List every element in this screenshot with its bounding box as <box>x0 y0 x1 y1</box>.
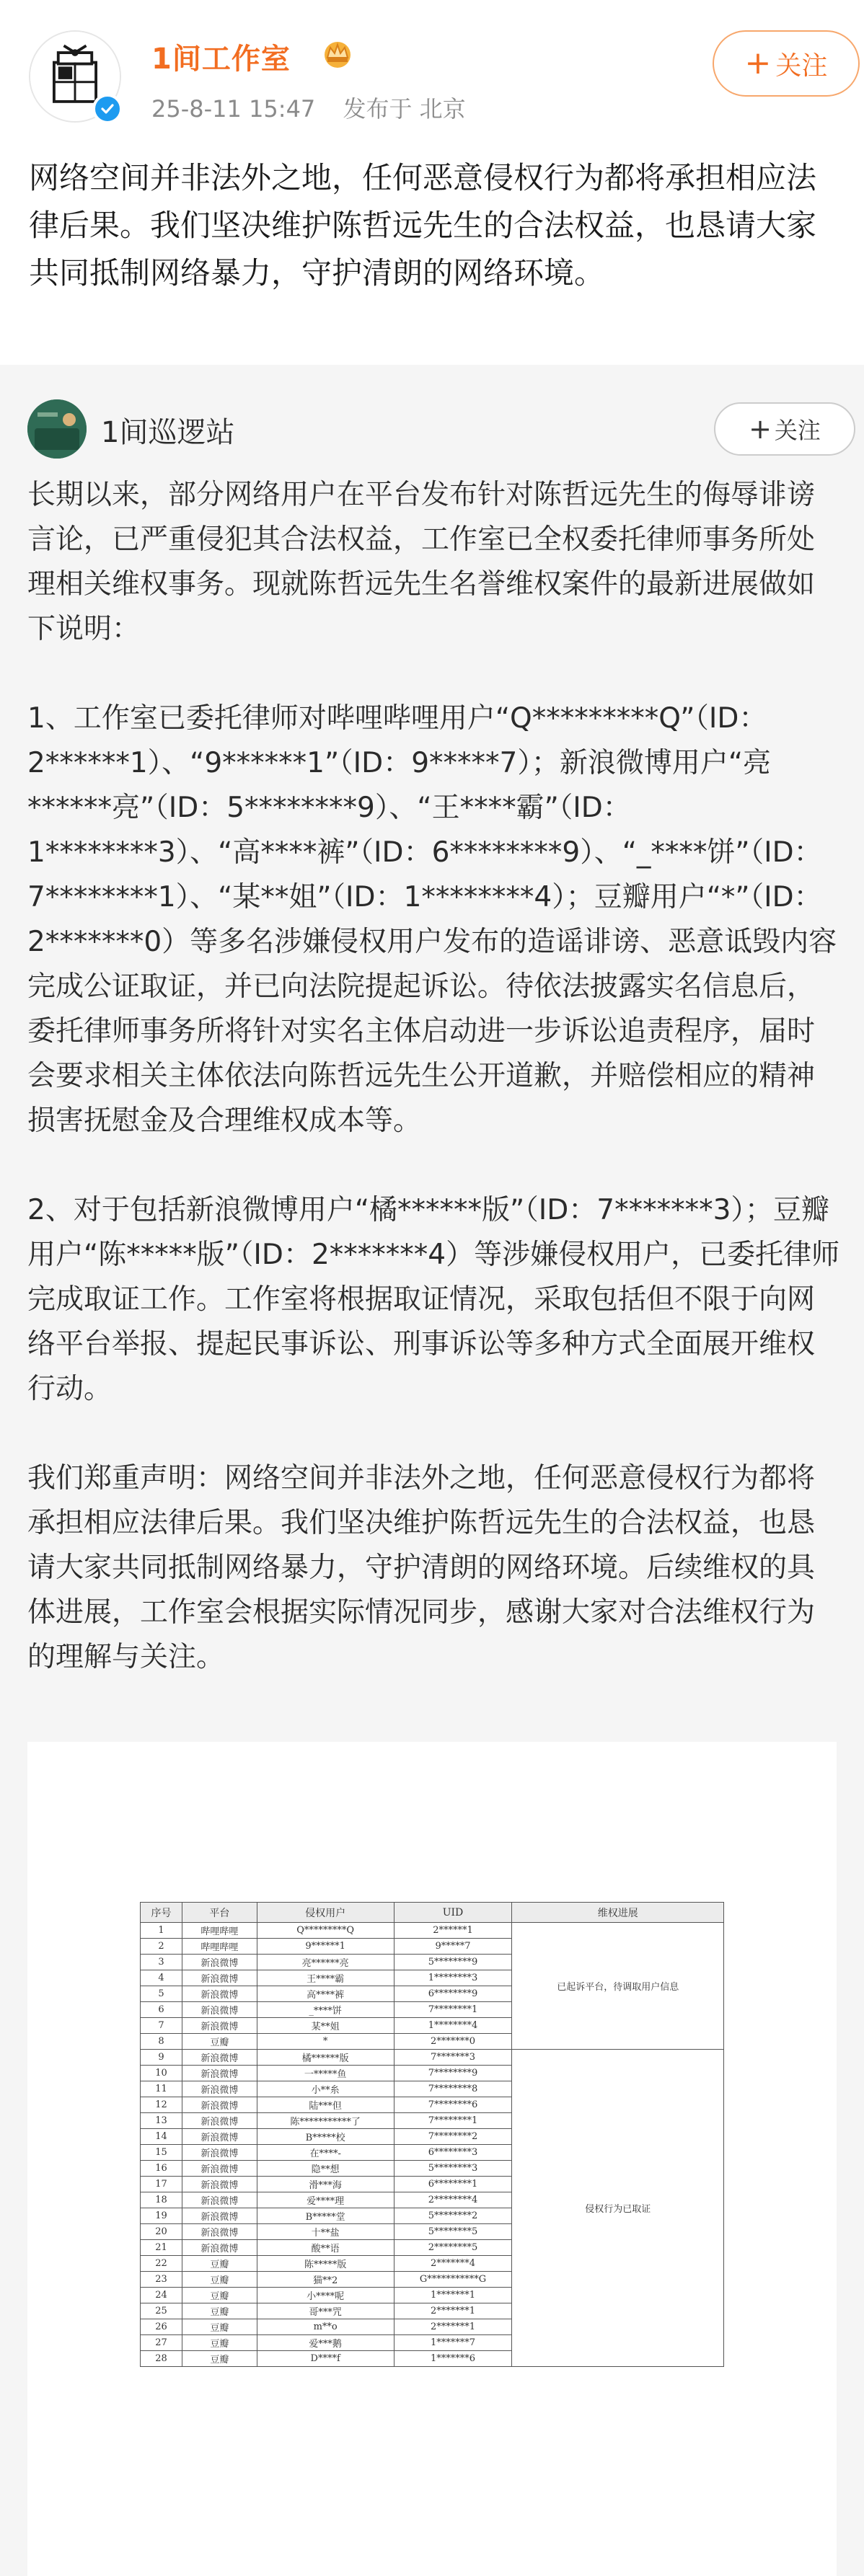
table-cell: 某**姐 <box>257 2018 394 2034</box>
table-cell: Q*********Q <box>257 1923 394 1939</box>
table-cell: 2******1 <box>394 1923 512 1939</box>
table-cell: G***********G <box>394 2272 512 2288</box>
table-header-cell: 序号 <box>141 1903 182 1923</box>
table-cell: 10 <box>141 2066 182 2081</box>
post-body: 网络空间并非法外之地，任何恶意侵权行为都将承担相应法律后果。我们坚决维护陈哲远先生的合法权益，也恳请大家共同抵制网络暴力，守护清朗的网络环境。 <box>29 160 817 291</box>
repost-paragraph: 2、对于包括新浪微博用户“橘******版”（ID：7*******3）；豆瓣用户“陈*****版”（ID：2*******4）等涉嫌侵权用户，已委托律师完成取证工作。工作室将根据取证情况，采取包括但不限于向网络平台举报、提起民事诉讼、刑事诉讼等多种方式全面展开维权行动。 <box>27 1194 840 1405</box>
table-cell: 1********3 <box>394 1970 512 1986</box>
table-cell: 9*****7 <box>394 1939 512 1955</box>
rights-protection-table <box>140 1902 724 2367</box>
table-body <box>141 1923 724 2367</box>
repost-follow-button[interactable] <box>714 402 855 456</box>
table-cell: D****f <box>257 2351 394 2367</box>
table-cell: 新浪微博 <box>182 2161 257 2177</box>
table-cell: 5********3 <box>394 2161 512 2177</box>
table-cell: 1*******7 <box>394 2335 512 2351</box>
table-cell: 6********3 <box>394 2145 512 2161</box>
status-cell: 侵权行为已取证 <box>512 2050 724 2367</box>
table-cell: 爱****理 <box>257 2192 394 2208</box>
table-cell: 在****- <box>257 2145 394 2161</box>
table-cell: 新浪微博 <box>182 2002 257 2018</box>
table-cell: 十**盐 <box>257 2224 394 2240</box>
table-cell: 陈*****版 <box>257 2256 394 2272</box>
table-cell: 2********4 <box>394 2192 512 2208</box>
table-cell: 7********8 <box>394 2081 512 2097</box>
table-cell: 7********6 <box>394 2097 512 2113</box>
table-cell: 新浪微博 <box>182 2113 257 2129</box>
table-cell: 哥***咒 <box>257 2303 394 2319</box>
table-cell: * <box>257 2034 394 2050</box>
table-cell: B*****校 <box>257 2129 394 2145</box>
table-cell: 9 <box>141 2050 182 2066</box>
table-cell: 7*******3 <box>394 2050 512 2066</box>
table-cell: 新浪微博 <box>182 1955 257 1970</box>
table-cell: 新浪微博 <box>182 2192 257 2208</box>
table-cell: 豆瓣 <box>182 2288 257 2303</box>
post-author-name[interactable]: 1间工作室 <box>151 43 291 76</box>
table-cell: 7********1 <box>394 2002 512 2018</box>
table-cell: 16 <box>141 2161 182 2177</box>
table-cell: 7********2 <box>394 2129 512 2145</box>
table-cell: 17 <box>141 2177 182 2192</box>
table-cell: 1*******1 <box>394 2288 512 2303</box>
table-cell: 19 <box>141 2208 182 2224</box>
repost-paragraph: 我们郑重声明：网络空间并非法外之地，任何恶意侵权行为都将承担相应法律后果。我们坚决维护陈哲远先生的合法权益，也恳请大家共同抵制网络暴力，守护清朗的网络环境。后续维权的具体进展，工作室会根据实际情况同步，感谢大家对合法维权行为的理解与关注。 <box>27 1462 816 1673</box>
table-cell: 一*****鱼 <box>257 2066 394 2081</box>
table-cell: 3 <box>141 1955 182 1970</box>
table-cell: 12 <box>141 2097 182 2113</box>
table-cell: 豆瓣 <box>182 2351 257 2367</box>
table-cell: 2*******0 <box>394 2034 512 2050</box>
table-cell: 7********1 <box>394 2113 512 2129</box>
table-cell: 2*******4 <box>394 2256 512 2272</box>
table-cell: 爱***鹅 <box>257 2335 394 2351</box>
table-cell: 27 <box>141 2335 182 2351</box>
table-cell: 豆瓣 <box>182 2034 257 2050</box>
follow-label: 关注 <box>775 50 828 81</box>
post-timestamp: 25-8-11 15:47 <box>151 95 316 123</box>
table-cell: 新浪微博 <box>182 2224 257 2240</box>
table-cell: 陈***********了 <box>257 2113 394 2129</box>
table-cell: 哔哩哔哩 <box>182 1939 257 1955</box>
table-cell: 新浪微博 <box>182 2050 257 2066</box>
table-header-row <box>141 1903 724 1923</box>
table-cell: 25 <box>141 2303 182 2319</box>
table-cell: 滑***海 <box>257 2177 394 2192</box>
table-cell: 新浪微博 <box>182 2240 257 2256</box>
table-cell: 8 <box>141 2034 182 2050</box>
table-cell: m**o <box>257 2319 394 2335</box>
table-cell: 7********9 <box>394 2066 512 2081</box>
table-cell: B*****堂 <box>257 2208 394 2224</box>
table-cell: 24 <box>141 2288 182 2303</box>
plus-icon: + <box>744 45 772 81</box>
table-cell: 陆***但 <box>257 2097 394 2113</box>
repost-author-avatar[interactable] <box>27 399 87 459</box>
table-cell: 新浪微博 <box>182 1986 257 2002</box>
table-row <box>141 1923 724 1939</box>
table-cell: 豆瓣 <box>182 2272 257 2288</box>
table-cell: 11 <box>141 2081 182 2097</box>
table-cell: 豆瓣 <box>182 2256 257 2272</box>
repost-author-name[interactable]: 1间巡逻站 <box>101 416 235 449</box>
table-header-cell: 平台 <box>182 1903 257 1923</box>
verified-badge-icon <box>92 94 123 124</box>
repost-avatar-icon <box>27 399 87 459</box>
table-cell: 9******1 <box>257 1939 394 1955</box>
repost-paragraph: 1、工作室已委托律师对哔哩哔哩用户“Q*********Q”（ID：2******1）、“9******1”（ID：9*****7）；新浪微博用户“亮******亮”（ID：5********9）、“王****霸”（ID：1********3）、“高****裤”（ID：6********9）、“_****饼”（ID：7********1）、“某**姐”（ID：1********4）；豆瓣用户“*”（ID：2*******0）等多名涉嫌侵权用户发布的造谣诽谤、恶意诋毁内容完成公证取证，并已向法院提起诉讼。待依法披露实名信息后，委托律师事务所将针对实名主体启动进一步诉讼追责程序，届时会要求相关主体依法向陈哲远先生公开道歉，并赔偿相应的精神损害抚慰金及合理维权成本等。 <box>27 702 837 1137</box>
table-cell: 22 <box>141 2256 182 2272</box>
table-cell: 5 <box>141 1986 182 2002</box>
vip-crown-icon <box>317 37 358 69</box>
reposted-content[interactable] <box>0 365 864 2576</box>
table-cell: 13 <box>141 2113 182 2129</box>
table-cell: 7 <box>141 2018 182 2034</box>
table-cell: 5********9 <box>394 1955 512 1970</box>
table-cell: 5********5 <box>394 2224 512 2240</box>
post-header <box>0 0 864 144</box>
table-cell: 6********1 <box>394 2177 512 2192</box>
table-header-cell: UID <box>394 1903 512 1923</box>
table-cell: 6 <box>141 2002 182 2018</box>
table-cell: 26 <box>141 2319 182 2335</box>
table-cell: 14 <box>141 2129 182 2145</box>
table-cell: 新浪微博 <box>182 2129 257 2145</box>
table-cell: 小**糸 <box>257 2081 394 2097</box>
table-cell: 豆瓣 <box>182 2335 257 2351</box>
table-cell: 1*******6 <box>394 2351 512 2367</box>
table-cell: 豆瓣 <box>182 2319 257 2335</box>
table-row <box>141 2050 724 2066</box>
table-cell: 新浪微博 <box>182 2145 257 2161</box>
table-cell: 新浪微博 <box>182 2097 257 2113</box>
table-cell: 4 <box>141 1970 182 1986</box>
table-header-cell: 侵权用户 <box>257 1903 394 1923</box>
repost-paragraph: 长期以来，部分网络用户在平台发布针对陈哲远先生的侮辱诽谤言论，已严重侵犯其合法权益，工作室已全权委托律师事务所处理相关维权事务。现就陈哲远先生名誉维权案件的最新进展做如下说明： <box>27 479 816 645</box>
table-cell: 18 <box>141 2192 182 2208</box>
table-cell: 隐**想 <box>257 2161 394 2177</box>
table-cell: 新浪微博 <box>182 2066 257 2081</box>
table-cell: 20 <box>141 2224 182 2240</box>
table-header-cell: 维权进展 <box>512 1903 724 1923</box>
table-cell: 21 <box>141 2240 182 2256</box>
table-cell: 高****裤 <box>257 1986 394 2002</box>
table-cell: 小****呢 <box>257 2288 394 2303</box>
table-cell: 1 <box>141 1923 182 1939</box>
status-cell: 已起诉平台，待调取用户信息 <box>512 1923 724 2050</box>
table-cell: 王****霸 <box>257 1970 394 1986</box>
table-cell: 豆瓣 <box>182 2303 257 2319</box>
table-cell: 2********5 <box>394 2240 512 2256</box>
repost-body <box>27 473 842 1680</box>
post-meta <box>151 91 486 124</box>
table-cell: 酸**语 <box>257 2240 394 2256</box>
table-cell: 5********2 <box>394 2208 512 2224</box>
table-cell: 新浪微博 <box>182 2177 257 2192</box>
table-cell: 28 <box>141 2351 182 2367</box>
rights-table-image[interactable] <box>27 1742 837 2576</box>
table-cell: 亮******亮 <box>257 1955 394 1970</box>
table-cell: 新浪微博 <box>182 2081 257 2097</box>
table-cell: 橘******版 <box>257 2050 394 2066</box>
table-cell: 1********4 <box>394 2018 512 2034</box>
post-location: 发布于 北京 <box>343 95 466 123</box>
table-cell: 哔哩哔哩 <box>182 1923 257 1939</box>
table-cell: _****饼 <box>257 2002 394 2018</box>
table-cell: 15 <box>141 2145 182 2161</box>
table-cell: 新浪微博 <box>182 2208 257 2224</box>
table-cell: 6********9 <box>394 1986 512 2002</box>
table-cell: 猫**2 <box>257 2272 394 2288</box>
table-cell: 23 <box>141 2272 182 2288</box>
repost-follow-label: 关注 <box>774 417 821 444</box>
follow-button[interactable] <box>713 30 860 97</box>
plus-icon: + <box>749 413 772 445</box>
table-cell: 2 <box>141 1939 182 1955</box>
table-cell: 新浪微博 <box>182 2018 257 2034</box>
table-cell: 2*******1 <box>394 2319 512 2335</box>
table-cell: 新浪微博 <box>182 1970 257 1986</box>
table-cell: 2*******1 <box>394 2303 512 2319</box>
